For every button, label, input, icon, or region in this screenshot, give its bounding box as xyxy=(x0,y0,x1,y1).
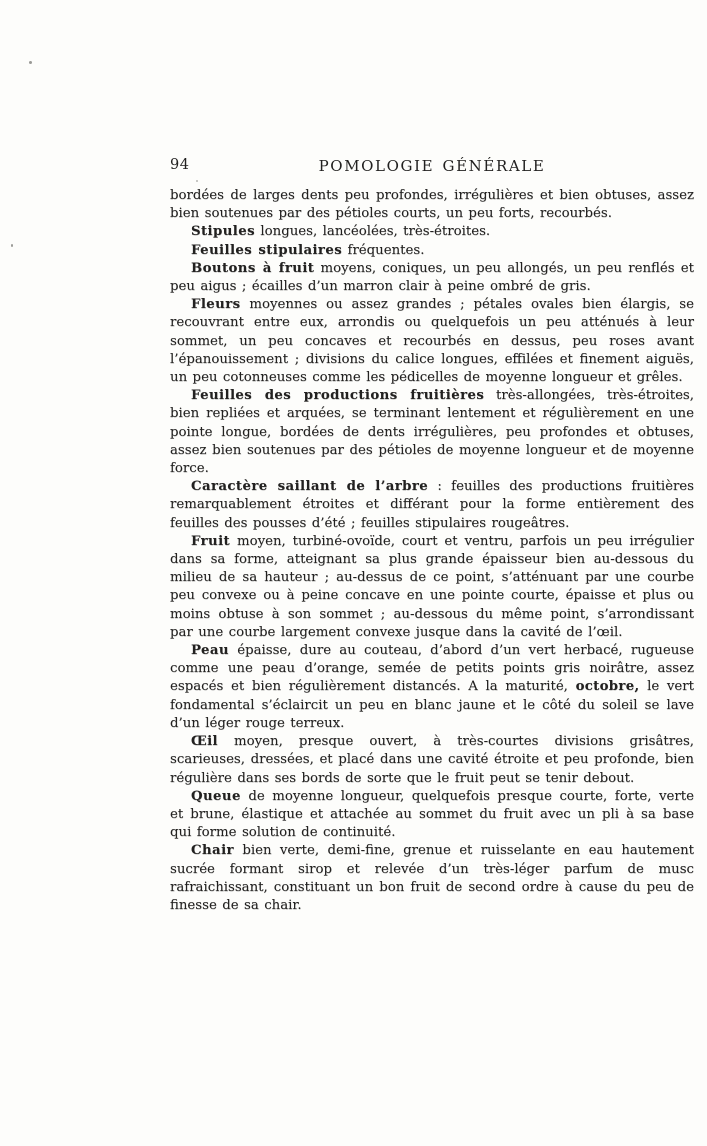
paragraph-text: longues, lancéolées, très-étroites. xyxy=(254,224,491,240)
paragraph-text: bien verte, demi-fine, grenue et ruisselante en eau hautement sucrée formant sirop et relevée d’un très-léger parfum de musc rafraichissant, constituant un bon fruit de second ordre à cause du peu de finesse de sa chair. xyxy=(170,843,694,913)
paragraph-lead: Caractère saillant de l’arbre xyxy=(191,479,429,495)
paragraph-lead: Chair xyxy=(191,843,234,859)
paragraph-text: le vert fondamental s’éclaircit un peu en blanc jaune et le côté du soleil se lave d’un léger rouge terreux. xyxy=(170,679,694,731)
paragraph-lead: Peau xyxy=(191,643,229,659)
paragraph-intro xyxy=(170,187,694,223)
scan-speck xyxy=(11,244,13,247)
paragraph-chair xyxy=(170,842,694,915)
paragraph-text: moyen, presque ouvert, à très-courtes divisions grisâtres, scarieuses, dressées, et placé dans une cavité étroite et peu profonde, bien régulière dans ses bords de sorte que le fruit peut se tenir debout. xyxy=(170,734,694,786)
paragraph-text: moyen, turbiné-ovoïde, court et ventru, parfois un peu irrégulier dans sa forme, atteignant sa plus grande épaisseur bien au-dessous du milieu de sa hauteur ; au-dessus de ce point, s’atténuant par une courbe peu convexe ou à peine concave en une pointe courte, épaisse et plus ou moins obtuse à son sommet ; au-dessous du même point, s’arrondissant par une courbe largement convexe jusque dans la cavité de l’œil. xyxy=(170,533,694,640)
paragraph-oeil xyxy=(170,733,694,788)
paragraph-fleurs xyxy=(170,296,694,387)
paragraph-lead: Feuilles stipulaires xyxy=(191,242,343,258)
paragraph-lead: Feuilles des productions fruitières xyxy=(191,388,485,404)
page-number: 94 xyxy=(170,157,190,173)
paragraph-caractere-saillant xyxy=(170,478,694,533)
paragraph-feuilles-productions xyxy=(170,387,694,478)
paragraph-stipules xyxy=(170,223,694,241)
paragraph-fruit xyxy=(170,533,694,642)
scan-speck xyxy=(29,61,32,64)
paragraph-queue xyxy=(170,788,694,843)
paragraph-lead: Fruit xyxy=(191,533,231,549)
paragraph-lead: Queue xyxy=(191,788,241,804)
running-title: POMOLOGIE GÉNÉRALE xyxy=(318,157,546,175)
text-column xyxy=(170,155,694,915)
paragraph-lead: Stipules xyxy=(191,224,255,240)
paragraph-lead: Fleurs xyxy=(191,297,241,313)
running-head xyxy=(170,155,694,179)
paragraph-text: très-allongées, très-étroites, bien repliées et arquées, se terminant lentement et régulièrement en une pointe longue, bordées de dents irrégulières, peu profondes et obtuses, assez bien soutenues par des pétioles de moyenne longueur et de moyenne force. xyxy=(170,388,694,477)
paragraph-text: bordées de larges dents peu profondes, irrégulières et bien obtuses, assez bien soutenues par des pétioles courts, un peu forts, recourbés. xyxy=(170,188,694,222)
paragraph-peau xyxy=(170,642,694,733)
body-text xyxy=(170,187,694,915)
paragraph-lead: Œil xyxy=(191,734,218,750)
paragraph-text: épaisse, dure au couteau, d’abord d’un vert herbacé, rugueuse comme une peau d’orange, semée de petits points gris noirâtre, assez espacés et bien régulièrement distancés. A la maturité, xyxy=(170,643,694,695)
maturity-month-bold: octobre, xyxy=(575,679,640,695)
paragraph-lead: Boutons à fruit xyxy=(191,260,315,276)
paragraph-text: moyennes ou assez grandes ; pétales ovales bien élargis, se recouvrant entre eux, arrondis ou quelquefois un peu atténués à leur sommet, un peu concaves et recourbés en dessus, peu roses avant l’épanouissement ; divisions du calice longues, effilées et finement aiguës, un peu cotonneuses comme les pédicelles de moyenne longueur et grêles. xyxy=(170,297,694,386)
paragraph-boutons-a-fruit xyxy=(170,260,694,296)
paragraph-text: fréquentes. xyxy=(342,242,425,258)
paragraph-text: : feuilles des productions fruitières remarquablement étroites et différant pour la forme entièrement des feuilles des pousses d’été ; feuilles stipulaires rougeâtres. xyxy=(170,479,694,531)
paragraph-feuilles-stipulaires xyxy=(170,242,694,260)
paragraph-text: moyens, coniques, un peu allongés, un peu renflés et peu aigus ; écailles d’un marron clair à peine ombré de gris. xyxy=(170,260,694,295)
paragraph-text: de moyenne longueur, quelquefois presque courte, forte, verte et brune, élastique et attachée au sommet du fruit avec un pli à sa base qui forme solution de continuité. xyxy=(170,788,694,841)
